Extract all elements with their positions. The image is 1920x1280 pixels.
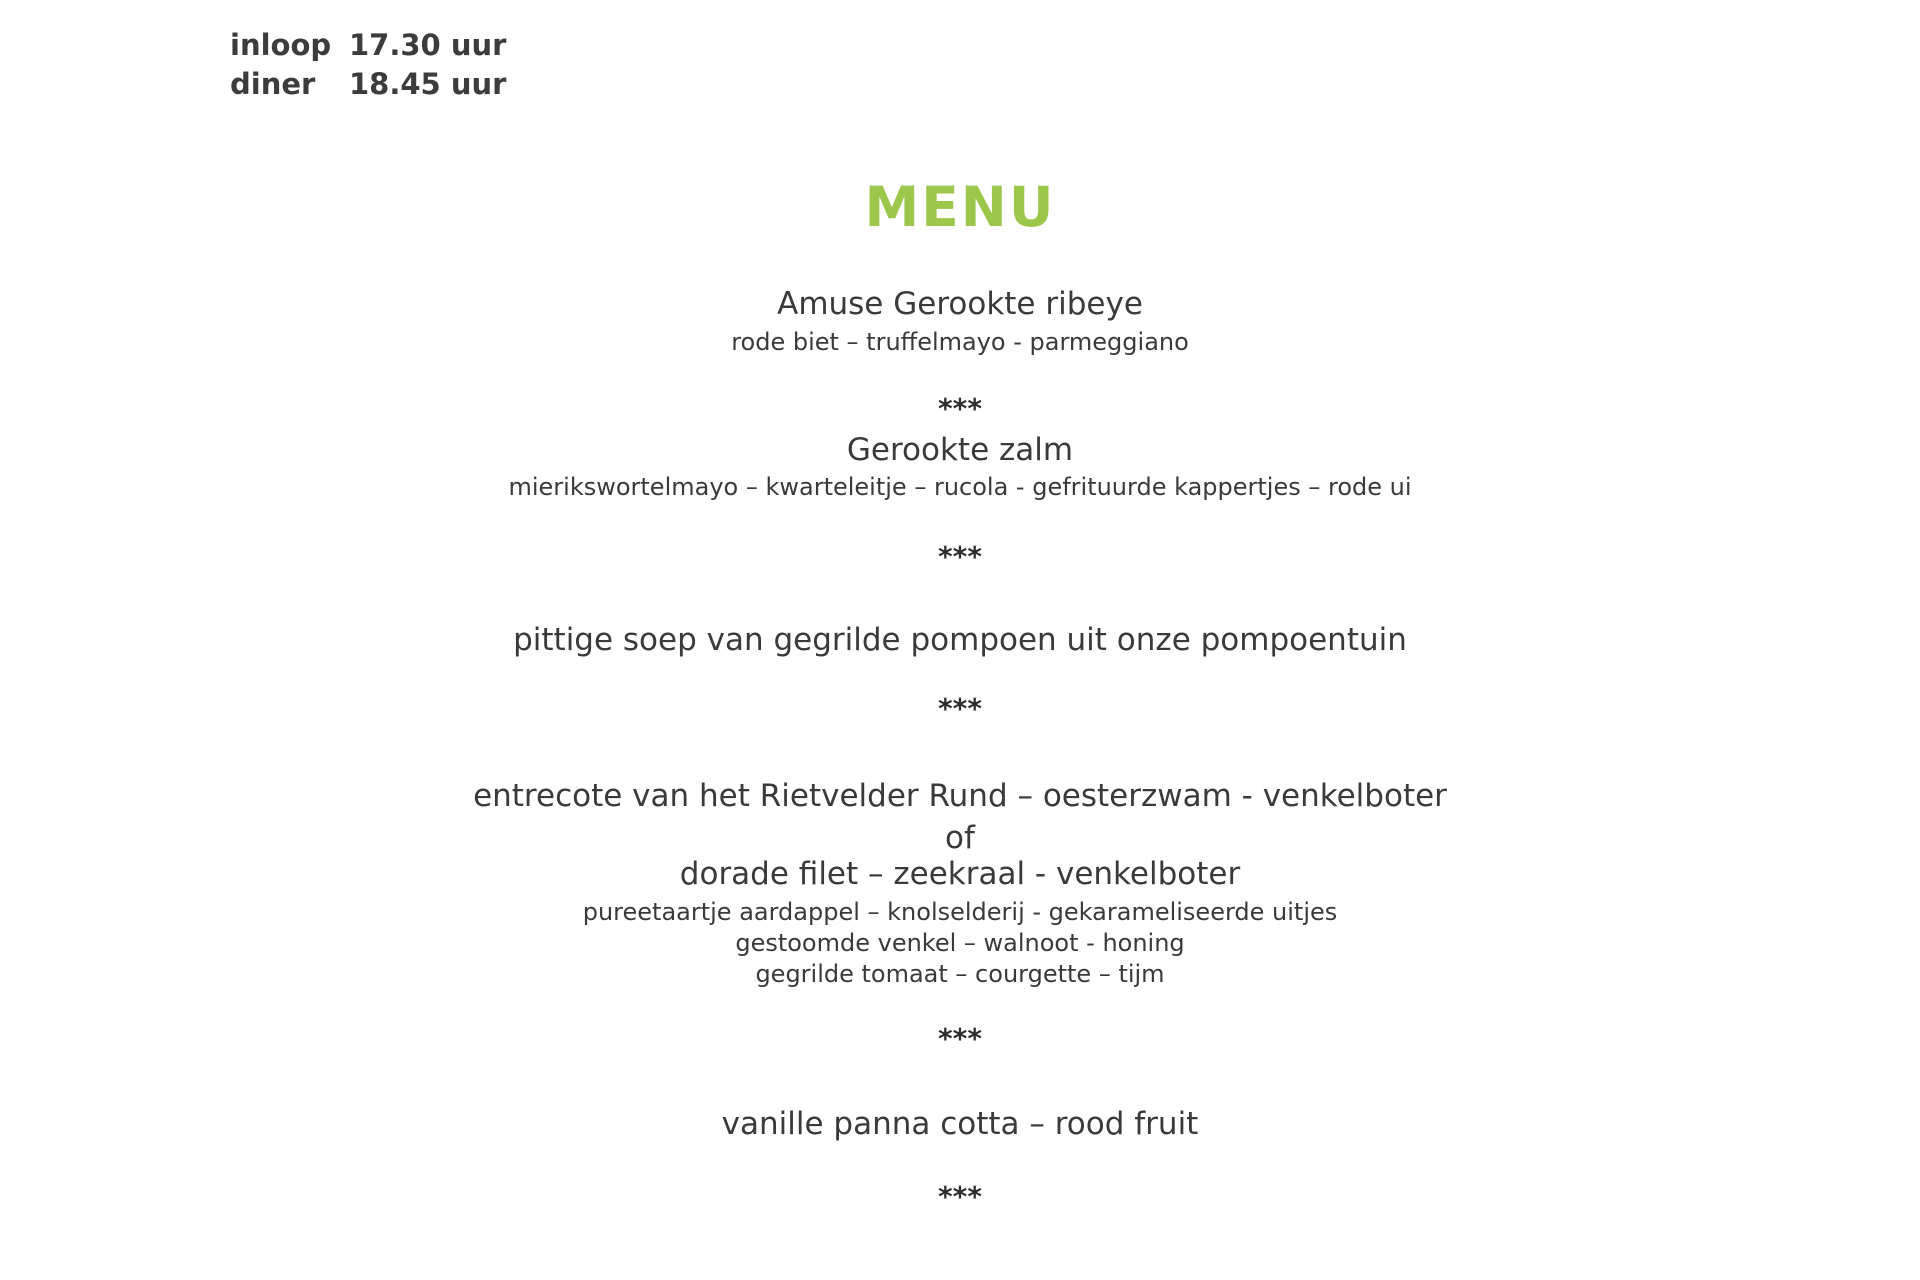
schedule-row-diner — [230, 65, 506, 104]
schedule-time: 18.45 uur — [349, 67, 507, 101]
course-separator: *** — [938, 540, 982, 573]
schedule — [230, 26, 506, 104]
schedule-row-inloop — [230, 26, 506, 65]
course-fish-starter-detail: mierikswortelmayo – kwarteleitje – rucola - gefrituurde kappertjes – rode ui — [508, 473, 1412, 501]
schedule-time: 17.30 uur — [349, 28, 507, 62]
course-main-or-label: of — [945, 820, 975, 856]
course-separator: *** — [938, 692, 982, 725]
course-dessert-name: vanille panna cotta – rood fruit — [721, 1106, 1199, 1142]
course-main-option1: entrecote van het Rietvelder Rund – oesterzwam - venkelboter — [473, 778, 1447, 814]
course-soup-name: pittige soep van gegrilde pompoen uit onze pompoentuin — [513, 622, 1407, 658]
course-fish-starter-name: Gerookte zalm — [846, 432, 1074, 468]
course-separator: *** — [938, 1022, 982, 1055]
course-separator: *** — [938, 392, 982, 425]
course-main-detail: gegrilde tomaat – courgette – tijm — [755, 960, 1165, 988]
course-amuse-detail: rode biet – truffelmayo - parmeggiano — [731, 328, 1189, 356]
menu-title: MENU — [864, 175, 1056, 239]
course-main-detail: gestoomde venkel – walnoot - honing — [735, 929, 1185, 957]
course-main-option2: dorade filet – zeekraal - venkelboter — [679, 856, 1241, 892]
course-amuse-name: Amuse Gerookte ribeye — [777, 286, 1143, 322]
schedule-label: diner — [230, 67, 316, 101]
schedule-label: inloop — [230, 28, 332, 62]
course-separator: *** — [938, 1180, 982, 1213]
course-main-detail: pureetaartje aardappel – knolselderij - gekarameliseerde uitjes — [582, 898, 1338, 926]
